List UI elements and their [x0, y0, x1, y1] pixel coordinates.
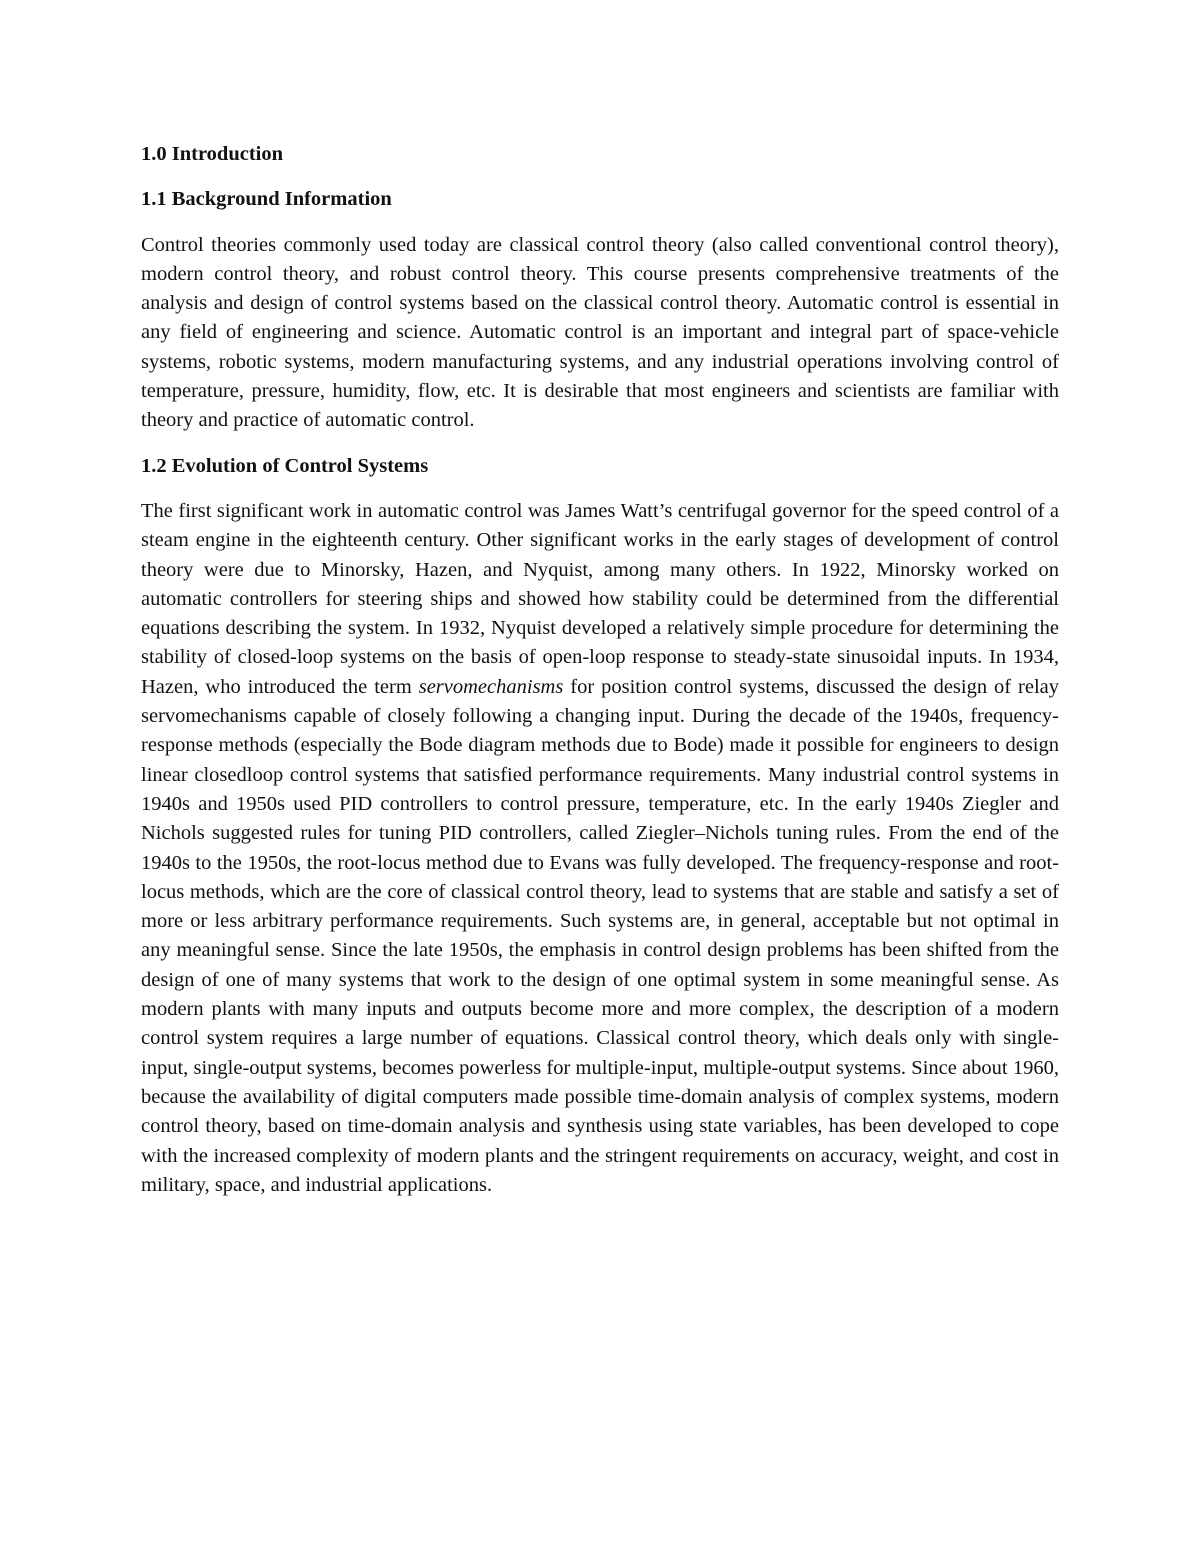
section-heading-background: 1.1 Background Information — [141, 188, 392, 211]
section-heading-evolution: 1.2 Evolution of Control Systems — [141, 454, 429, 477]
italic-term-servomechanisms: servomechanisms — [418, 675, 564, 698]
background-paragraph: Control theories commonly used today are classical control theory (also called conventional control theory), modern control theory, and robust control theory. This course presents comprehensive treatments of the analysis and design of control systems based on the classical control theory. Automatic control is essential in any field of engineering and science. Automatic control is an important and integral part of space-vehicle systems, robotic systems, modern manufacturing systems, and any industrial operations involving control of temperature, pressure, humidity, flow, etc. It is desirable that most engineers and scientists are familiar with theory and practice of automatic control. — [141, 233, 1059, 432]
document-page — [141, 140, 1059, 1200]
evolution-text-part2: for position control systems, discussed the design of relay servomechanisms capable of closely following a changing input. During the decade of the 1940s, frequency-response methods (especially the Bode diagram methods due to Bode) made it possible for engineers to design linear closedloop control systems that satisfied performance requirements. Many industrial control systems in 1940s and 1950s used PID controllers to control pressure, temperature, etc. In the early 1940s Ziegler and Nichols suggested rules for tuning PID controllers, called Ziegler–Nichols tuning rules. From the end of the 1940s to the 1950s, the root-locus method due to Evans was fully developed. The frequency-response and root-locus methods, which are the core of classical control theory, lead to systems that are stable and satisfy a set of more or less arbitrary performance requirements. Such systems are, in general, acceptable but not optimal in any meaningful sense. Since the late 1950s, the emphasis in control design problems has been shifted from the design of one of many systems that work to the design of one optimal system in some meaningful sense. As modern plants with many inputs and outputs become more and more complex, the description of a modern control system requires a large number of equations. Classical control theory, which deals only with single-input, single-output systems, becomes powerless for multiple-input, multiple-output systems. Since about 1960, because the availability of digital computers made possible time-domain analysis of complex systems, modern control theory, based on time-domain analysis and synthesis using state variables, has been developed to cope with the increased complexity of modern plants and the stringent requirements on accuracy, weight, and cost in military, space, and industrial applications. — [141, 675, 1059, 1196]
section-heading-introduction: 1.0 Introduction — [141, 143, 284, 165]
evolution-paragraph — [141, 497, 1059, 1200]
evolution-text-part1: The first significant work in automatic control was James Watt’s centrifugal governor for the speed control of a steam engine in the eighteenth century. Other significant works in the early stages of development of control theory were due to Minorsky, Hazen, and Nyquist, among many others. In 1922, Minorsky worked on automatic controllers for steering ships and showed how stability could be determined from the differential equations describing the system. In 1932, Nyquist developed a relatively simple procedure for determining the stability of closed-loop systems on the basis of open-loop response to steady-state sinusoidal inputs. In 1934, Hazen, who introduced the term — [141, 499, 1059, 698]
